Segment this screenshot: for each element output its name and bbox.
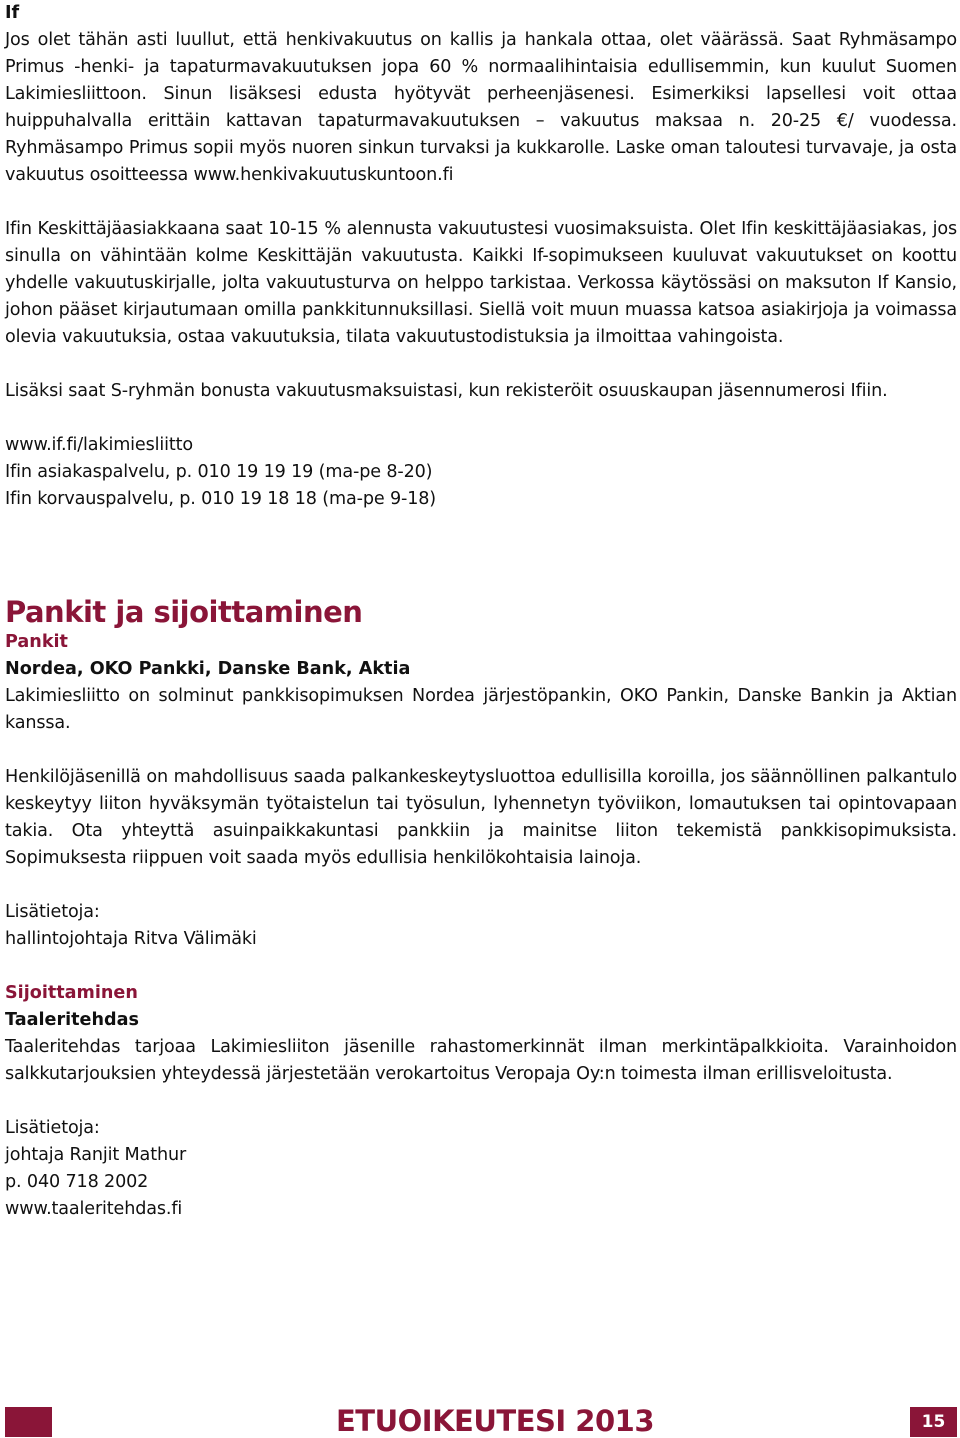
invest-info-phone: p. 040 718 2002 <box>5 1172 149 1192</box>
banks-subheading: Nordea, OKO Pankki, Danske Bank, Aktia <box>5 659 411 679</box>
section-title: Pankit ja sijoittaminen <box>5 595 363 629</box>
invest-info-url[interactable]: www.taaleritehdas.fi <box>5 1199 183 1219</box>
footer-color-block <box>5 1407 52 1437</box>
if-heading: If <box>5 3 20 23</box>
if-contact-claims: Ifin korvauspalvelu, p. 010 19 18 18 (ma-pe 9-18) <box>5 489 437 509</box>
invest-info-person: johtaja Ranjit Mathur <box>5 1145 187 1165</box>
if-contact-url[interactable]: www.if.fi/lakimiesliitto <box>5 435 193 455</box>
if-paragraph-3: Lisäksi saat S-ryhmän bonusta vakuutusmaksuistasi, kun rekisteröit osuuskaupan jäsennumerosi Ifiin. <box>5 381 888 401</box>
footer-title: ETUOIKEUTESI 2013 <box>336 1404 654 1438</box>
if-contact-service: Ifin asiakaspalvelu, p. 010 19 19 19 (ma-pe 8-20) <box>5 462 433 482</box>
banks-info-person: hallintojohtaja Ritva Välimäki <box>5 929 257 949</box>
if-paragraph-2: Ifin Keskittäjäasiakkaana saat 10-15 % alennusta vakuutustesi vuosimaksuista. Olet Ifin keskittäjäasiakas, jos sinulla on vähintään kolme Keskittäjän vakuutusta. Kaikki If-sopimukseen kuuluvat vakuutukset on koottu yhdelle vakuutuskirjalle, jolta vakuutusturva on helppo tarkistaa. Verkossa käytössäsi on maksuton If Kansio, johon pääset kirjautumaan omilla pankkitunnuksillasi. Siellä voit muun muassa katsoa asiakirjoja ja voimassa olevia vakuutuksia, ostaa vakuutuksia, tilata vakuutustodistuksia ja ilmoittaa vahingoista. <box>5 219 957 347</box>
invest-paragraph: Taaleritehdas tarjoaa Lakimiesliiton jäsenille rahastomerkinnät ilman merkintäpalkkioita. Varainhoidon salkkutarjouksien yhteydessä järjestetään verokartoitus Veropaja Oy:n toimesta ilman erillisveloitusta. <box>5 1037 957 1084</box>
banks-paragraph-1: Lakimiesliitto on solminut pankkisopimuksen Nordea järjestöpankin, OKO Pankin, Danske Bankin ja Aktian kanssa. <box>5 686 957 733</box>
invest-subheading: Taaleritehdas <box>5 1010 139 1030</box>
page-number: 15 <box>910 1407 957 1437</box>
document-page <box>5 0 957 1223</box>
if-paragraph-1: Jos olet tähän asti luullut, että henkivakuutus on kallis ja hankala ottaa, olet väärässä. Saat Ryhmäsampo Primus -henki- ja tapaturmavakuutuksen jopa 60 % normaalihintaisia edullisemmin, kun kuulut Suomen Lakimiesliittoon. Sinun lisäksesi edusta hyötyvät perheenjäsenesi. Esimerkiksi lapsellesi voit ottaa huippuhalvalla erittäin kattavan tapaturmavakuutuksen – vakuutus maksaa n. 20-25 €/ vuodessa. Ryhmäsampo Primus sopii myös nuoren sinkun turvaksi ja kukkarolle. Laske oman taloutesi turvavaje, ja osta vakuutus osoitteessa www.henkivakuutuskuntoon.fi <box>5 30 957 185</box>
invest-heading: Sijoittaminen <box>5 983 138 1003</box>
banks-heading: Pankit <box>5 632 68 652</box>
banks-info-label: Lisätietoja: <box>5 902 100 922</box>
banks-paragraph-2: Henkilöjäsenillä on mahdollisuus saada palkankeskeytysluottoa edullisilla koroilla, jos säännöllinen palkantulo keskeytyy liiton hyväksymän työtaistelun tai työsulun, lyhennetyn työviikon, lomautuksen tai opintovapaan takia. Ota yhteyttä asuinpaikkakuntasi pankkiin ja mainitse liiton tekemistä pankkisopimuksista. Sopimuksesta riippuen voit saada myös edullisia henkilökohtaisia lainoja. <box>5 767 957 868</box>
invest-info-label: Lisätietoja: <box>5 1118 100 1138</box>
